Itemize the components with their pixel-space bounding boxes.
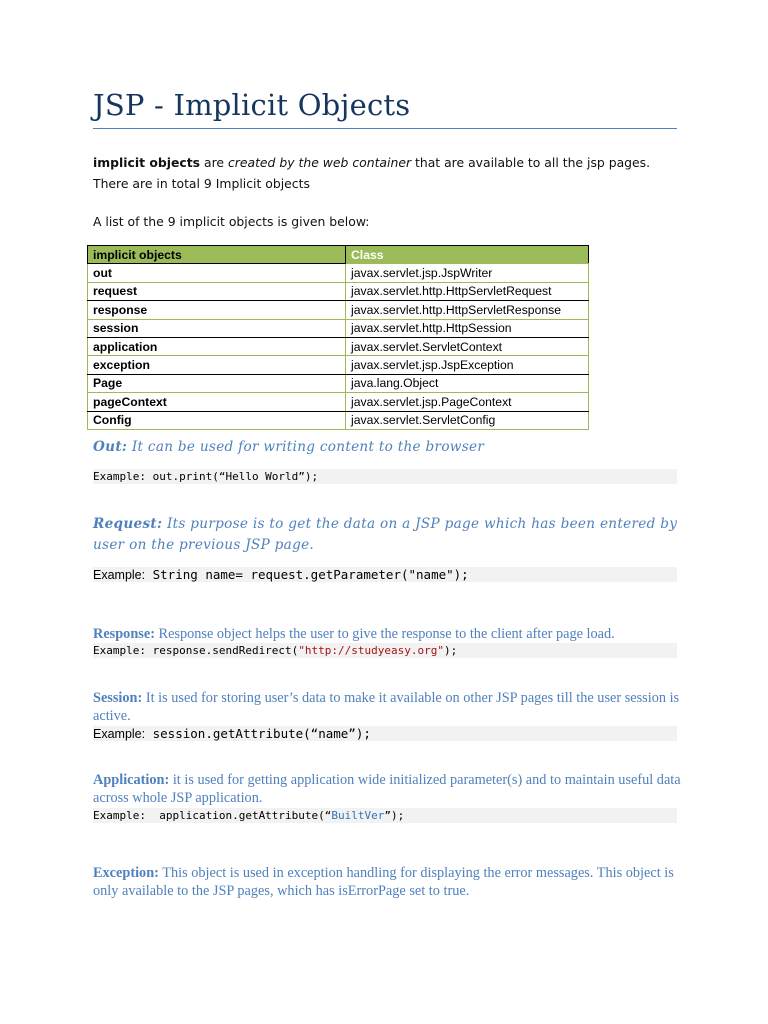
request-heading <box>93 514 683 556</box>
application-label: Application: <box>93 772 170 788</box>
table-row <box>88 264 589 282</box>
intro-rest: that are available to all the jsp pages. <box>411 155 651 170</box>
table-cell-object: application <box>88 337 346 355</box>
list-intro: A list of the 9 implicit objects is given below: <box>93 214 370 229</box>
table-cell-class: javax.servlet.jsp.PageContext <box>346 393 589 411</box>
table-cell-object: request <box>88 282 346 300</box>
request-text: Its purpose is to get the data on a JSP page which has been entered by user on the previous JSP page. <box>93 516 678 553</box>
exception-heading <box>93 864 683 900</box>
table-cell-class: javax.servlet.ServletContext <box>346 337 589 355</box>
table-cell-class: javax.servlet.jsp.JspException <box>346 356 589 374</box>
response-example-string: "http://studyeasy.org" <box>298 644 445 657</box>
table-cell-class: javax.servlet.http.HttpServletRequest <box>346 282 589 300</box>
table-cell-object: exception <box>88 356 346 374</box>
response-heading <box>93 625 683 643</box>
out-label: Out: <box>93 439 128 455</box>
exception-label: Exception: <box>93 865 159 881</box>
session-example-text: session.getAttribute(“name”); <box>145 726 371 741</box>
exception-text: This object is used in exception handling for displaying the error messages. This object is only available to the JSP pages, which has isErrorPage set to true. <box>93 865 674 899</box>
session-example-code <box>93 726 677 741</box>
response-example-prefix: Example: response.sendRedirect( <box>93 644 299 657</box>
intro-are: are <box>200 155 228 170</box>
out-heading <box>93 437 484 458</box>
table-cell-object: Page <box>88 374 346 392</box>
response-label: Response: <box>93 626 155 642</box>
session-example-prefix: Example: <box>93 727 146 741</box>
table-row <box>88 393 589 411</box>
response-example-suffix: ); <box>444 644 458 657</box>
intro-line2: There are in total 9 Implicit objects <box>93 176 310 191</box>
application-example-suffix: ”); <box>384 809 405 822</box>
table-row <box>88 411 589 429</box>
out-example-code: Example: out.print(“Hello World”); <box>93 469 677 484</box>
table-header-objects: implicit objects <box>88 246 346 264</box>
response-example-code <box>93 643 677 658</box>
table-cell-object: Config <box>88 411 346 429</box>
application-example-code <box>93 808 677 823</box>
table-cell-class: javax.servlet.http.HttpSession <box>346 319 589 337</box>
request-example-prefix: Example: <box>93 568 146 582</box>
table-row <box>88 282 589 300</box>
table-header-row <box>88 246 589 264</box>
application-heading <box>93 771 683 807</box>
implicit-objects-table <box>87 245 589 430</box>
out-text: It can be used for writing content to the browser <box>127 439 485 455</box>
request-example-code <box>93 567 677 582</box>
application-example-prefix: Example: application.getAttribute(“ <box>93 809 332 822</box>
table-cell-class: javax.servlet.http.HttpServletResponse <box>346 301 589 319</box>
table-row <box>88 319 589 337</box>
session-label: Session: <box>93 690 143 706</box>
table-header-class: Class <box>346 246 589 264</box>
table-cell-class: javax.servlet.jsp.JspWriter <box>346 264 589 282</box>
session-heading <box>93 689 683 725</box>
table-cell-object: response <box>88 301 346 319</box>
table-row <box>88 337 589 355</box>
intro-italic: created by the web container <box>227 155 412 170</box>
table-row <box>88 301 589 319</box>
request-example-text: String name= request.getParameter("name"); <box>145 567 469 582</box>
request-label: Request: <box>93 516 163 532</box>
table-cell-class: java.lang.Object <box>346 374 589 392</box>
table-cell-class: javax.servlet.ServletConfig <box>346 411 589 429</box>
table-cell-object: pageContext <box>88 393 346 411</box>
page-title: JSP - Implicit Objects <box>93 88 411 122</box>
session-text: It is used for storing user’s data to make it available on other JSP pages till the user session is active. <box>93 690 680 724</box>
table-row <box>88 356 589 374</box>
table-cell-object: session <box>88 319 346 337</box>
table-row <box>88 374 589 392</box>
response-text: Response object helps the user to give the response to the client after page load. <box>154 626 615 642</box>
table-cell-object: out <box>88 264 346 282</box>
application-text: it is used for getting application wide initialized parameter(s) and to maintain useful data across whole JSP application. <box>93 772 681 806</box>
intro-paragraph <box>93 152 650 194</box>
application-example-string: BuiltVer <box>331 809 385 822</box>
intro-bold-term: implicit objects <box>93 155 201 170</box>
title-underline <box>93 128 677 129</box>
